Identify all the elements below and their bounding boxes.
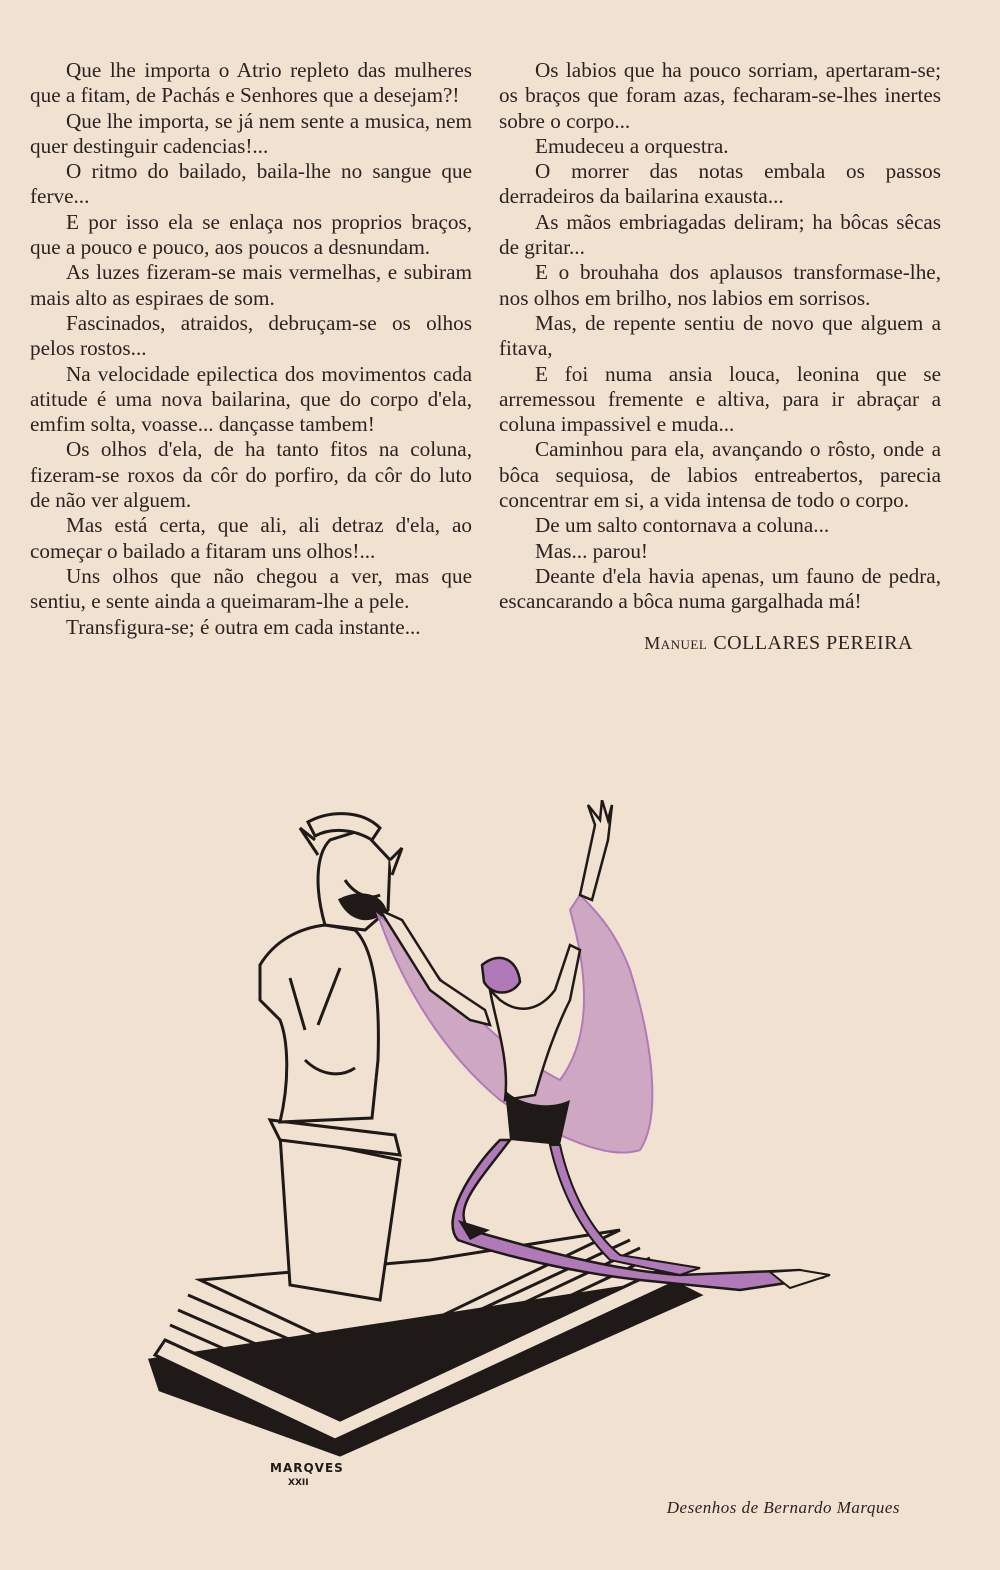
faun-statue: [260, 814, 402, 1122]
article-left-column: [30, 58, 472, 640]
paragraph: De um salto contornava a coluna...: [535, 513, 830, 538]
author-given-name: Manuel: [644, 632, 708, 653]
paragraph: Que lhe importa, se já nem sente a musica, nem quer destinguir cadencias!...: [30, 108, 472, 158]
paragraph: Os labios que ha pouco sorriam, apertaram-se; os braços que foram azas, fecharam-se-lhes inertes sobre o corpo...: [499, 58, 941, 133]
paragraph: Deante d'ela havia apenas, um fauno de pedra, escancarando a bôca numa gargalhada má!: [499, 563, 941, 614]
paragraph: O ritmo do bailado, baila-lhe no sangue que ferve...: [30, 159, 472, 209]
stepped-plinth: [150, 1230, 700, 1455]
paragraph: Fascinados, atraidos, debruçam-se os olhos pelos rostos...: [30, 310, 472, 361]
paragraph: As mãos embriagadas deliram; ha bôcas sêcas de gritar...: [499, 209, 941, 260]
paragraph: Mas, de repente sentiu de novo que alguem a fitava,: [499, 310, 941, 361]
paragraph: Mas está certa, que ali, ali detraz d'ela, ao começar o bailado a fitaram uns olhos!...: [30, 513, 472, 563]
paragraph: Que lhe importa o Atrio repleto das mulheres que a fitam, de Pachás e Senhores que a desejam?!: [30, 58, 472, 108]
paragraph: Caminhou para ela, avançando o rôsto, onde a bôca sequiosa, de labios entreabertos, parecia concentrar em si, a vida intensa de todo o corpo.: [499, 437, 941, 513]
article-right-column: [499, 58, 941, 656]
author-surname: COLLARES PEREIRA: [713, 631, 913, 654]
paragraph: E o brouhaha dos aplausos transformase-lhe, nos olhos em brilho, nos labios em sorrisos.: [499, 260, 941, 310]
paragraph: Uns olhos que não chegou a ver, mas que sentiu, e sente ainda a queimaram-lhe a pele.: [30, 563, 472, 614]
faun-and-dancer-illustration: [140, 800, 860, 1490]
artist-mark-year: XXII: [288, 1478, 309, 1488]
paragraph: Mas... parou!: [535, 538, 648, 563]
paragraph: E por isso ela se enlaça nos proprios braços, que a pouco e pouco, aos poucos a desnundam.: [30, 209, 472, 260]
author-signature: [499, 631, 941, 656]
dancer-figure: [378, 800, 830, 1290]
paragraph: E foi numa ansia louca, leonina que se arremessou frementе e altiva, para ir abraçar a coluna impassivel e muda...: [499, 361, 941, 437]
illustration-credit: Desenhos de Bernardo Marques: [666, 1498, 900, 1517]
paragraph: Na velocidade epilectica dos movimentos cada atitude é uma nova bailarina, que do corpo d'ela, emfim solta, voasse... dançasse tambem!: [30, 361, 472, 437]
paragraph: Transfigura-se; é outra em cada instante...: [66, 614, 421, 639]
paragraph: Os olhos d'ela, de ha tanto fitos na coluna, fizeram-se roxos da côr do porfiro, da côr do luto de não ver alguem.: [30, 437, 472, 513]
paragraph: As luzes fizeram-se mais vermelhas, e subiram mais alto as espiraes de som.: [30, 260, 472, 310]
artist-monogram: [270, 1461, 344, 1488]
artist-mark-name: MARQVES: [270, 1461, 344, 1475]
paragraph: O morrer das notas embala os passos derradeiros da bailarina exausta...: [499, 159, 941, 209]
paragraph: Emudeceu a orquestra.: [535, 133, 729, 158]
stone-pedestal: [270, 1120, 400, 1300]
